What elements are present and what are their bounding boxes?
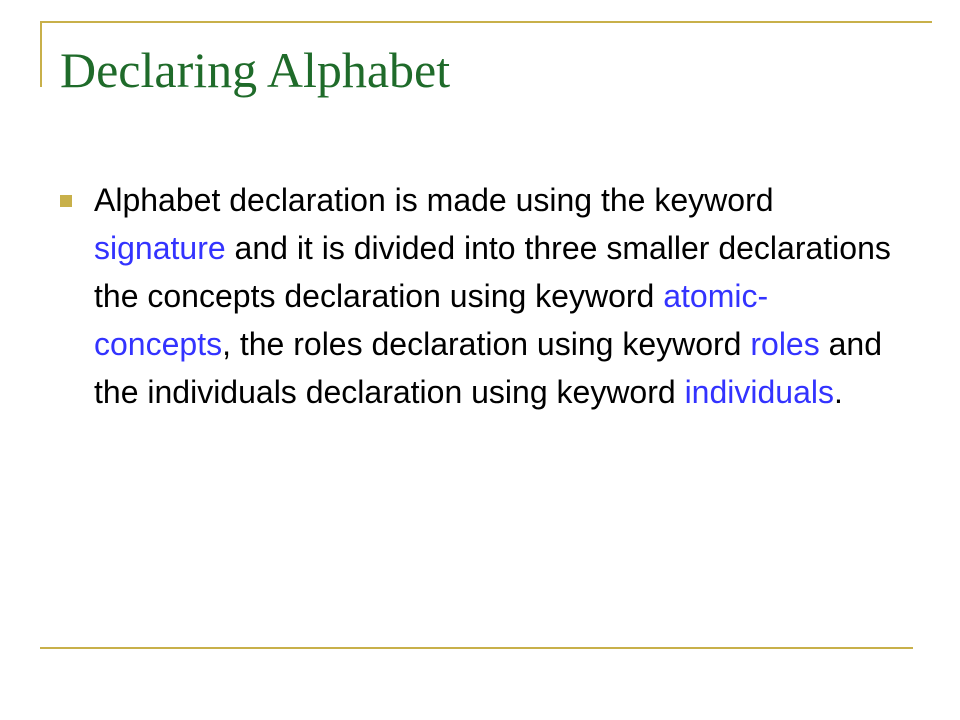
bullet-text-part: and it is divided into three smaller declarations the concepts declaration using keyword bbox=[94, 230, 891, 314]
keyword-atomic-concepts: atomic-concepts bbox=[94, 278, 769, 362]
bullet-item bbox=[60, 176, 900, 416]
bottom-border-line bbox=[40, 647, 913, 649]
keyword-signature: signature bbox=[94, 230, 226, 266]
left-border-line bbox=[40, 21, 42, 87]
bullet-text-part: . bbox=[833, 374, 843, 410]
keyword-roles: roles bbox=[750, 326, 820, 362]
top-border-line bbox=[40, 21, 932, 23]
bullet-text-part: and the individuals declaration using keyword bbox=[94, 326, 882, 410]
bullet-text-part: Alphabet declaration is made using the keyword bbox=[94, 182, 774, 218]
square-bullet-icon bbox=[60, 195, 72, 207]
slide-title: Declaring Alphabet bbox=[60, 42, 451, 98]
bullet-list bbox=[60, 176, 900, 416]
bullet-text-part: , the roles declaration using keyword bbox=[222, 326, 751, 362]
keyword-individuals: individuals bbox=[684, 374, 834, 410]
